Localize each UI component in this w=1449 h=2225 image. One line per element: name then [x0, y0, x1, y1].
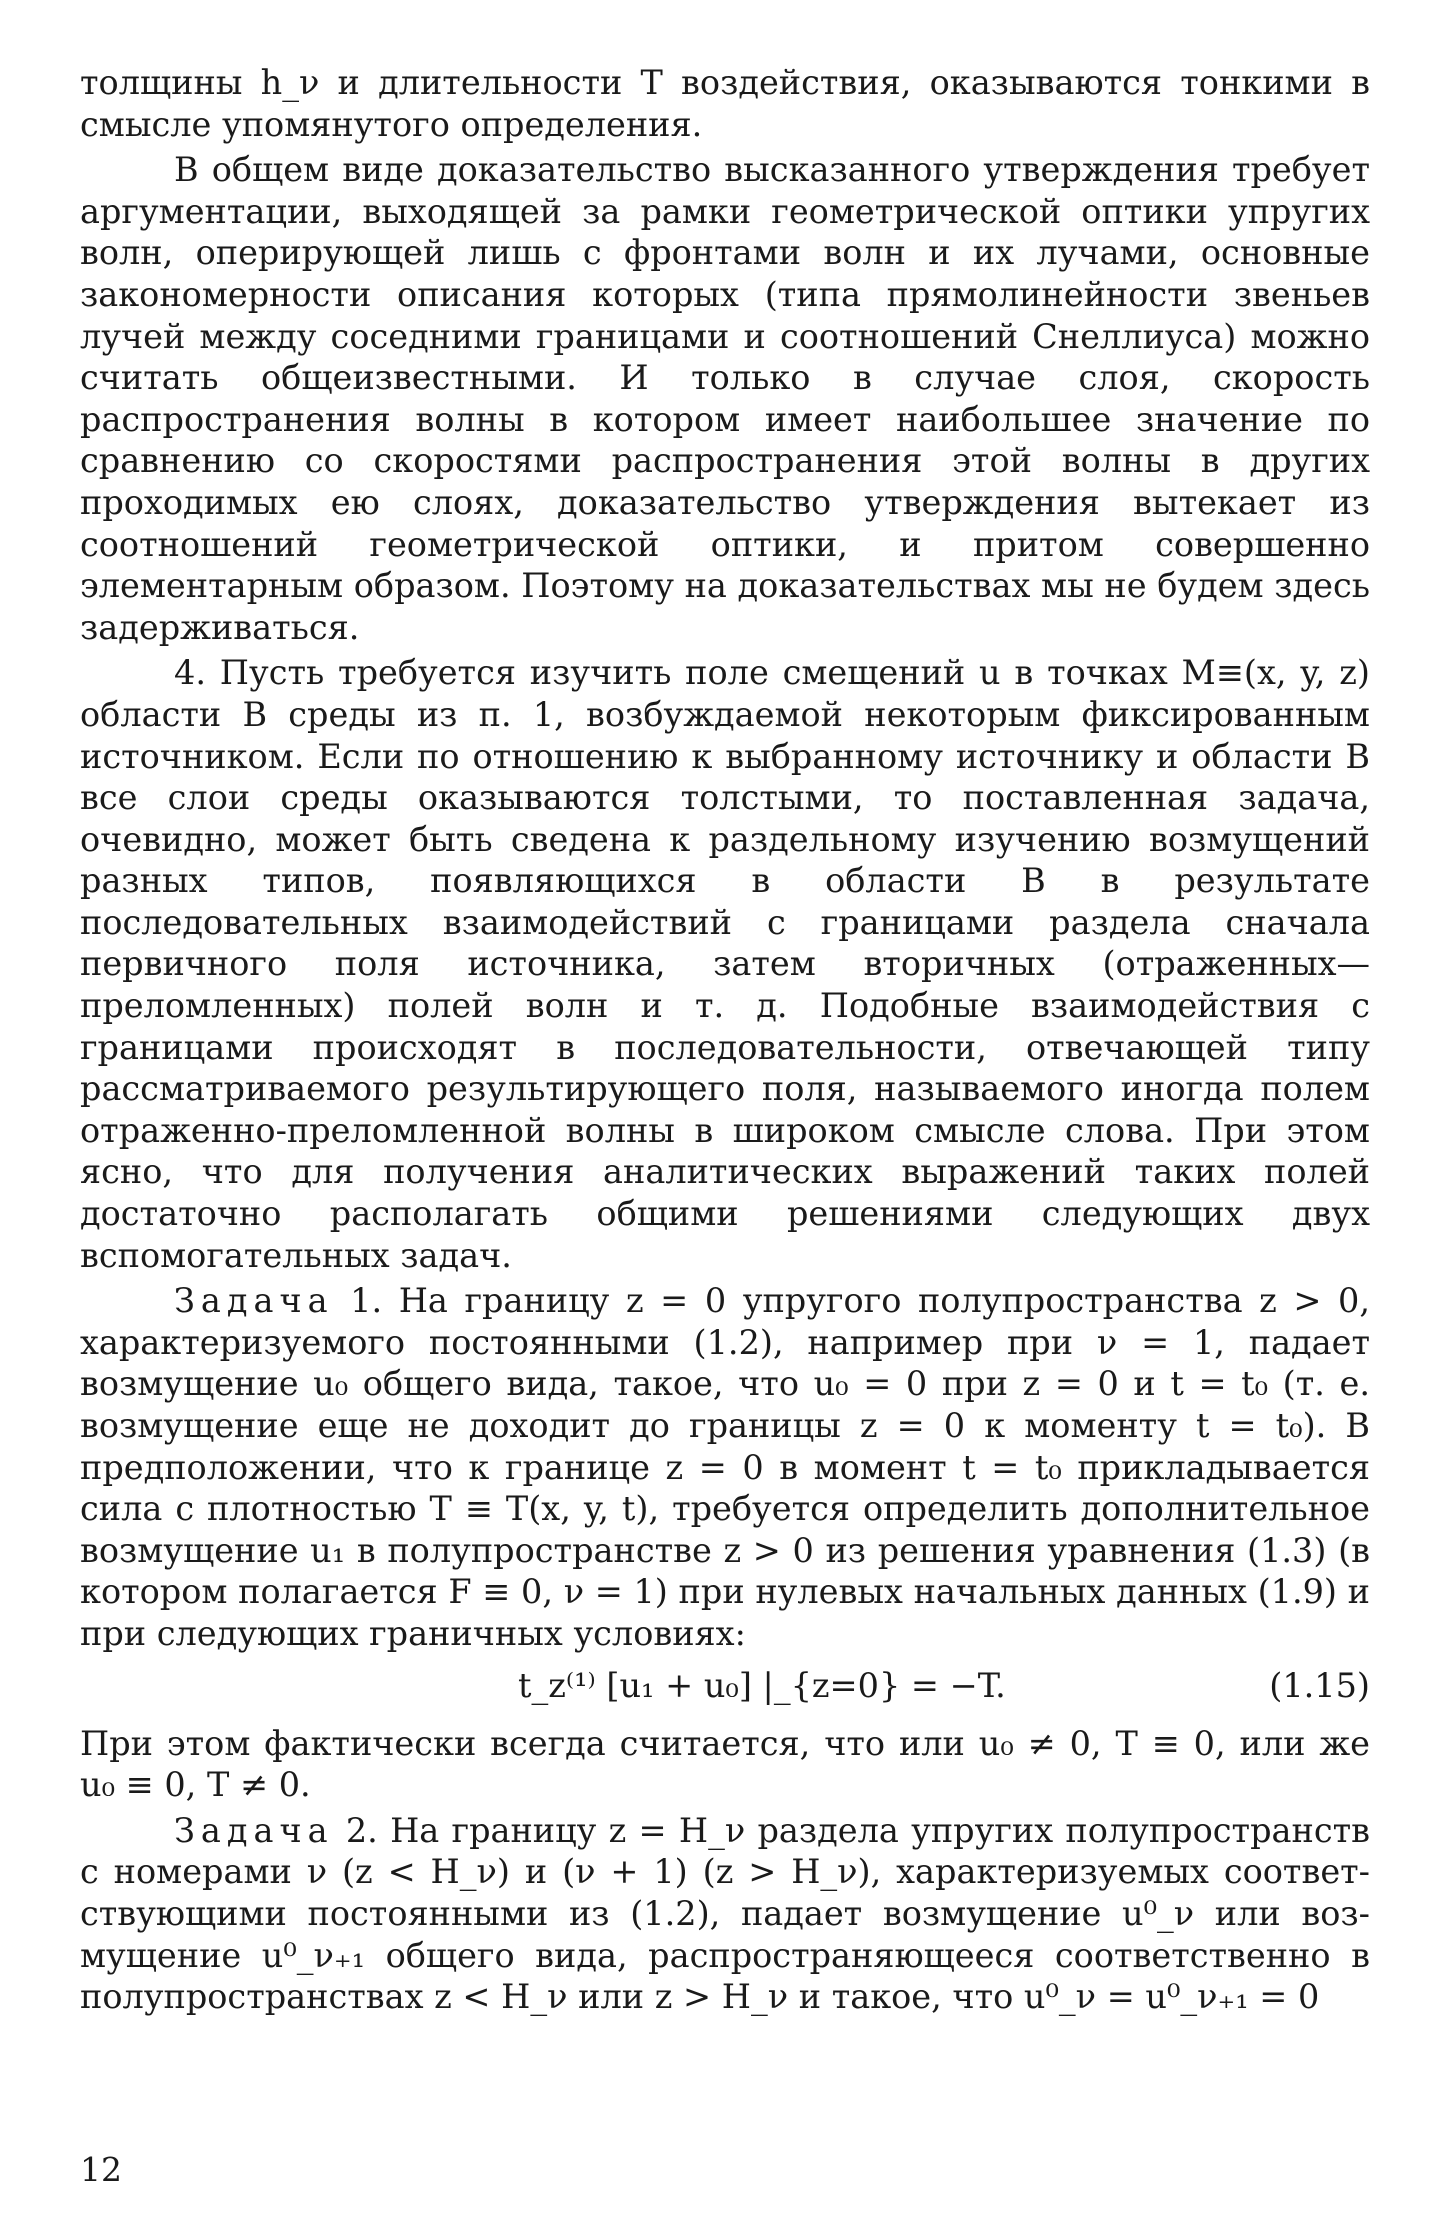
- body-text: [80, 62, 1370, 2018]
- task-1-text: 1. На границу z = 0 упругого полупространства z > 0, характеризуемого постоянными (1.2), например при ν = 1, падает возмущение u₀ общего вида, такое, что u₀ = 0 при z = 0 и t = t₀ (т. е. возмущение еще не доходит до границы z = 0 к моменту t = t₀). В предположении, что к границе z = 0 в момент t = t₀ прикладывается сила с плотностью T ≡ T(x, y, t), требуется определить дополнительное возмущение u₁ в полупространстве z > 0 из решения уравнения (1.3) (в котором полагается F ≡ 0, ν = 1) при нулевых начальных данных (1.9) и при следующих граничных условиях:: [80, 1281, 1370, 1653]
- paragraph-task-2: [80, 1810, 1370, 2018]
- paragraph-task-1-note: При этом фактически всегда считается, что или u₀ ≠ 0, T ≡ 0, или же u₀ ≡ 0, T ≠ 0.: [80, 1723, 1370, 1805]
- task-1-label: Задача: [174, 1281, 334, 1321]
- formula-expression: t_z⁽¹⁾ [u₁ + u₀] |_{z=0} = −T.: [518, 1665, 1006, 1705]
- paragraph-section-4: 4. Пусть требуется изучить поле смещений u в точках M≡(x, y, z) области B среды из п. 1, возбуждаемой некоторым фиксированным источником. Если по отношению к выбранному источнику и области B все слои среды оказываются толстыми, то поставленная задача, очевидно, может быть сведена к раздельному изучению возмущений разных типов, появляющихся в области B в результате последовательных взаимодействий с границами раздела сначала первичного поля источника, затем вторичных (отраженных—преломленных) полей волн и т. д. Подобные взаимодействия с границами происходят в последовательности, отвечающей типу рассматриваемого результирующего поля, называемого иногда полем отраженно-преломленной волны в широком смысле слова. При этом ясно, что для получения аналитических выражений таких полей достаточно располагать общими решениями следующих двух вспомогательных задач.: [80, 653, 1370, 1275]
- paragraph-proof-remark: В общем виде доказательство высказанного утверждения требует аргументации, выходящей за рамки геометрической оптики упругих волн, оперирующей лишь с фронтами волн и их лучами, основные закономерности описания которых (типа прямолинейности звеньев лучей между соседними границами и соотношений Снеллиуса) можно считать общеизвестными. И только в случае слоя, скорость распространения волны в котором имеет наибольшее значение по сравнению со скоростями распространения этой волны в других проходимых ею слоях, доказательство утверждения вытекает из соотношений геометрической оптики, и притом совершенно элементарным образом. Поэтому на доказательствах мы не будем здесь задерживаться.: [80, 150, 1370, 647]
- task-2-label: Задача: [174, 1810, 334, 1850]
- formula-1-15: [80, 1661, 1370, 1713]
- paragraph-continuation: толщины h_ν и длительности T воздействия, оказываются тонкими в смысле упомянутого определения.: [80, 63, 1370, 144]
- page-number: 12: [80, 2150, 122, 2189]
- paragraph-task-1: [80, 1280, 1370, 1654]
- formula-number: (1.15): [1269, 1665, 1370, 1705]
- task-2-text: 2. На границу z = H_ν раздела упругих полупространств с номерами ν (z < H_ν) и (ν + 1) (z > H_ν), характеризуемых соответствующими постоянными из (1.2), падает возмущение u⁰_ν или возмущение u⁰_ν₊₁ общего вида, распространяющееся соответственно в полупространствах z < H_ν или z > H_ν и такое, что u⁰_ν = u⁰_ν₊₁ = 0: [80, 1810, 1370, 2017]
